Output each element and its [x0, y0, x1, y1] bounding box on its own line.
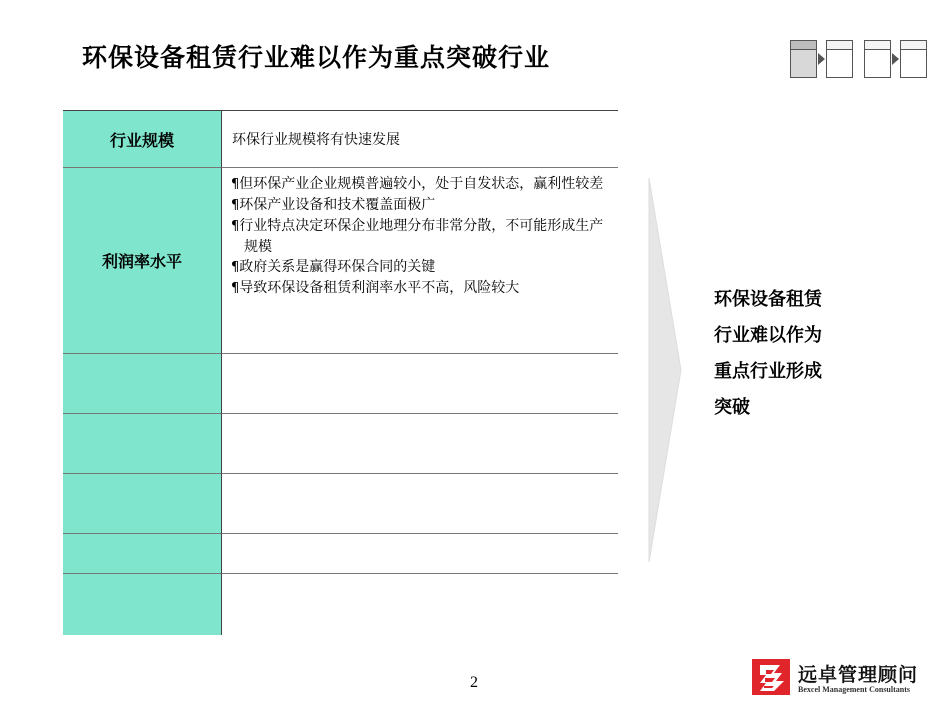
- bullet-item: ¶但环保产业企业规模普遍较小，处于自发状态，赢利性较差: [231, 176, 604, 192]
- page-number: 2: [470, 674, 478, 691]
- row-label: 行业规模: [63, 111, 222, 168]
- process-step-2-icon: [826, 40, 853, 78]
- company-logo: [752, 659, 932, 699]
- row-label: [63, 474, 222, 534]
- row-label: [63, 414, 222, 474]
- page-title: 环保设备租赁行业难以作为重点突破行业: [82, 43, 551, 72]
- row-label: [63, 574, 222, 635]
- row-label: [63, 354, 222, 414]
- row-label: [63, 534, 222, 574]
- process-step-1-icon: [790, 40, 817, 78]
- pilcrow-icon: ¶: [231, 281, 240, 296]
- row-content: [222, 414, 618, 474]
- row-content: [222, 534, 618, 574]
- pilcrow-icon: ¶: [231, 260, 240, 275]
- process-navigation: [790, 40, 930, 80]
- chevron-arrow-icon: [647, 178, 683, 562]
- row-content: 环保行业规模将有快速发展: [222, 111, 618, 168]
- row-content: [222, 168, 618, 354]
- process-step-3-icon: [864, 40, 891, 78]
- analysis-table: [63, 110, 618, 634]
- bullet-item: ¶政府关系是赢得环保合同的关键: [231, 259, 436, 275]
- conclusion-text: 环保设备租赁 行业难以作为 重点行业形成 突破: [714, 289, 822, 418]
- bullet-item: ¶导致环保设备租赁利润率水平不高，风险较大: [231, 280, 520, 296]
- logo-english-name: Bexcel Management Consultants: [798, 685, 910, 694]
- bullet-list: [222, 168, 618, 299]
- bullet-item: ¶环保产业设备和技术覆盖面极广: [231, 197, 436, 213]
- row-content: [222, 574, 618, 635]
- process-arrow-icon: [818, 53, 825, 65]
- row-label: 利润率水平: [63, 168, 222, 354]
- row-content: [222, 354, 618, 414]
- process-arrow-icon: [892, 53, 899, 65]
- row-content: [222, 474, 618, 534]
- process-step-4-icon: [900, 40, 927, 78]
- pilcrow-icon: ¶: [231, 177, 240, 192]
- logo-mark-icon: [752, 659, 790, 695]
- logo-name: 远卓管理顾问: [798, 664, 919, 686]
- pilcrow-icon: ¶: [231, 219, 240, 234]
- pilcrow-icon: ¶: [231, 198, 240, 213]
- bullet-item: ¶行业特点决定环保企业地理分布非常分散，不可能形成生产规模: [231, 218, 604, 255]
